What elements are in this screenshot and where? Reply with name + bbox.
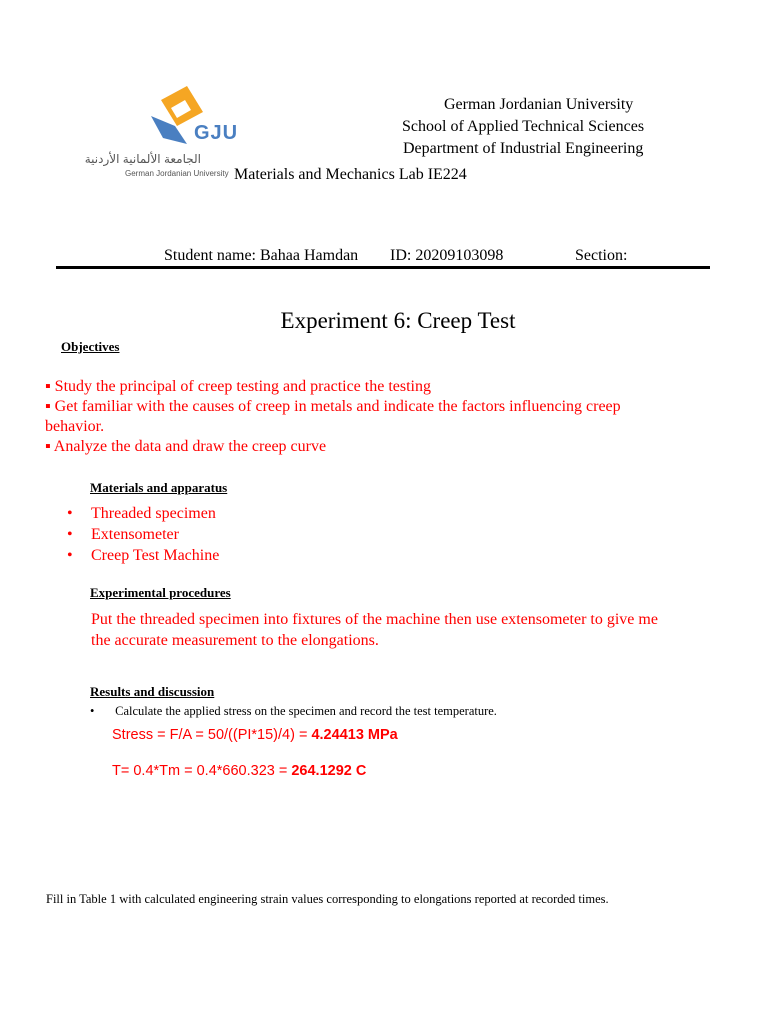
university-name: German Jordanian University [444, 96, 634, 113]
list-item-label: Creep Test Machine [91, 547, 220, 564]
bullet-icon: • [90, 704, 95, 718]
header-divider [56, 266, 710, 269]
temperature-value: 264.1292 C [291, 763, 367, 779]
stress-value: 4.24413 MPa [311, 727, 398, 743]
bullet-icon: • [67, 547, 73, 564]
school-name: School of Applied Technical Sciences [402, 118, 645, 135]
list-item [67, 545, 220, 566]
student-id: ID: 20209103098 [390, 247, 504, 264]
objectives-list [45, 377, 745, 457]
stress-calculation [112, 727, 398, 743]
temperature-formula: T= 0.4*Tm = 0.4*660.323 = [112, 763, 292, 779]
procedures-text [91, 609, 658, 651]
list-item-label: Extensometer [91, 526, 179, 543]
list-item-label: Threaded specimen [91, 505, 216, 522]
results-heading: Results and discussion [90, 684, 215, 699]
temperature-calculation [112, 763, 366, 779]
objective-item: ▪ Study the principal of creep testing and practice the testing [45, 378, 431, 395]
logo-wordmark: GJU [194, 122, 239, 144]
materials-list [67, 503, 220, 566]
table-instruction: Fill in Table 1 with calculated engineering strain values corresponding to elongations reported at recorded times. [46, 892, 609, 906]
department-name: Department of Industrial Engineering [403, 140, 644, 157]
university-logo [84, 86, 239, 182]
logo-english-text: German Jordanian University [125, 169, 229, 178]
bullet-icon: • [67, 526, 73, 543]
results-instruction [90, 704, 497, 719]
objective-item-continuation: behavior. [45, 418, 105, 435]
objective-item: ▪ Get familiar with the causes of creep in metals and indicate the factors influencing creep [45, 398, 621, 415]
page-title: Experiment 6: Creep Test [280, 308, 516, 333]
bullet-icon: • [67, 505, 73, 522]
course-name: Materials and Mechanics Lab IE224 [234, 166, 467, 183]
section-label: Section: [575, 247, 628, 264]
list-item [67, 503, 219, 524]
stress-formula: Stress = F/A = 50/((PI*15)/4) = [112, 727, 312, 743]
objectives-heading: Objectives [61, 339, 120, 354]
procedures-heading: Experimental procedures [90, 585, 231, 600]
procedure-line: Put the threaded specimen into fixtures of the machine then use extensometer to give me [91, 611, 658, 628]
student-name: Student name: Bahaa Hamdan [164, 247, 359, 264]
objective-item: ▪ Analyze the data and draw the creep curve [45, 438, 327, 455]
materials-heading: Materials and apparatus [90, 480, 228, 495]
procedure-line: the accurate measurement to the elongations. [91, 632, 379, 649]
list-item [67, 524, 219, 545]
instruction-text: Calculate the applied stress on the specimen and record the test temperature. [115, 704, 497, 718]
logo-arabic-text: الجامعة الألمانية الأردنية [84, 152, 201, 166]
